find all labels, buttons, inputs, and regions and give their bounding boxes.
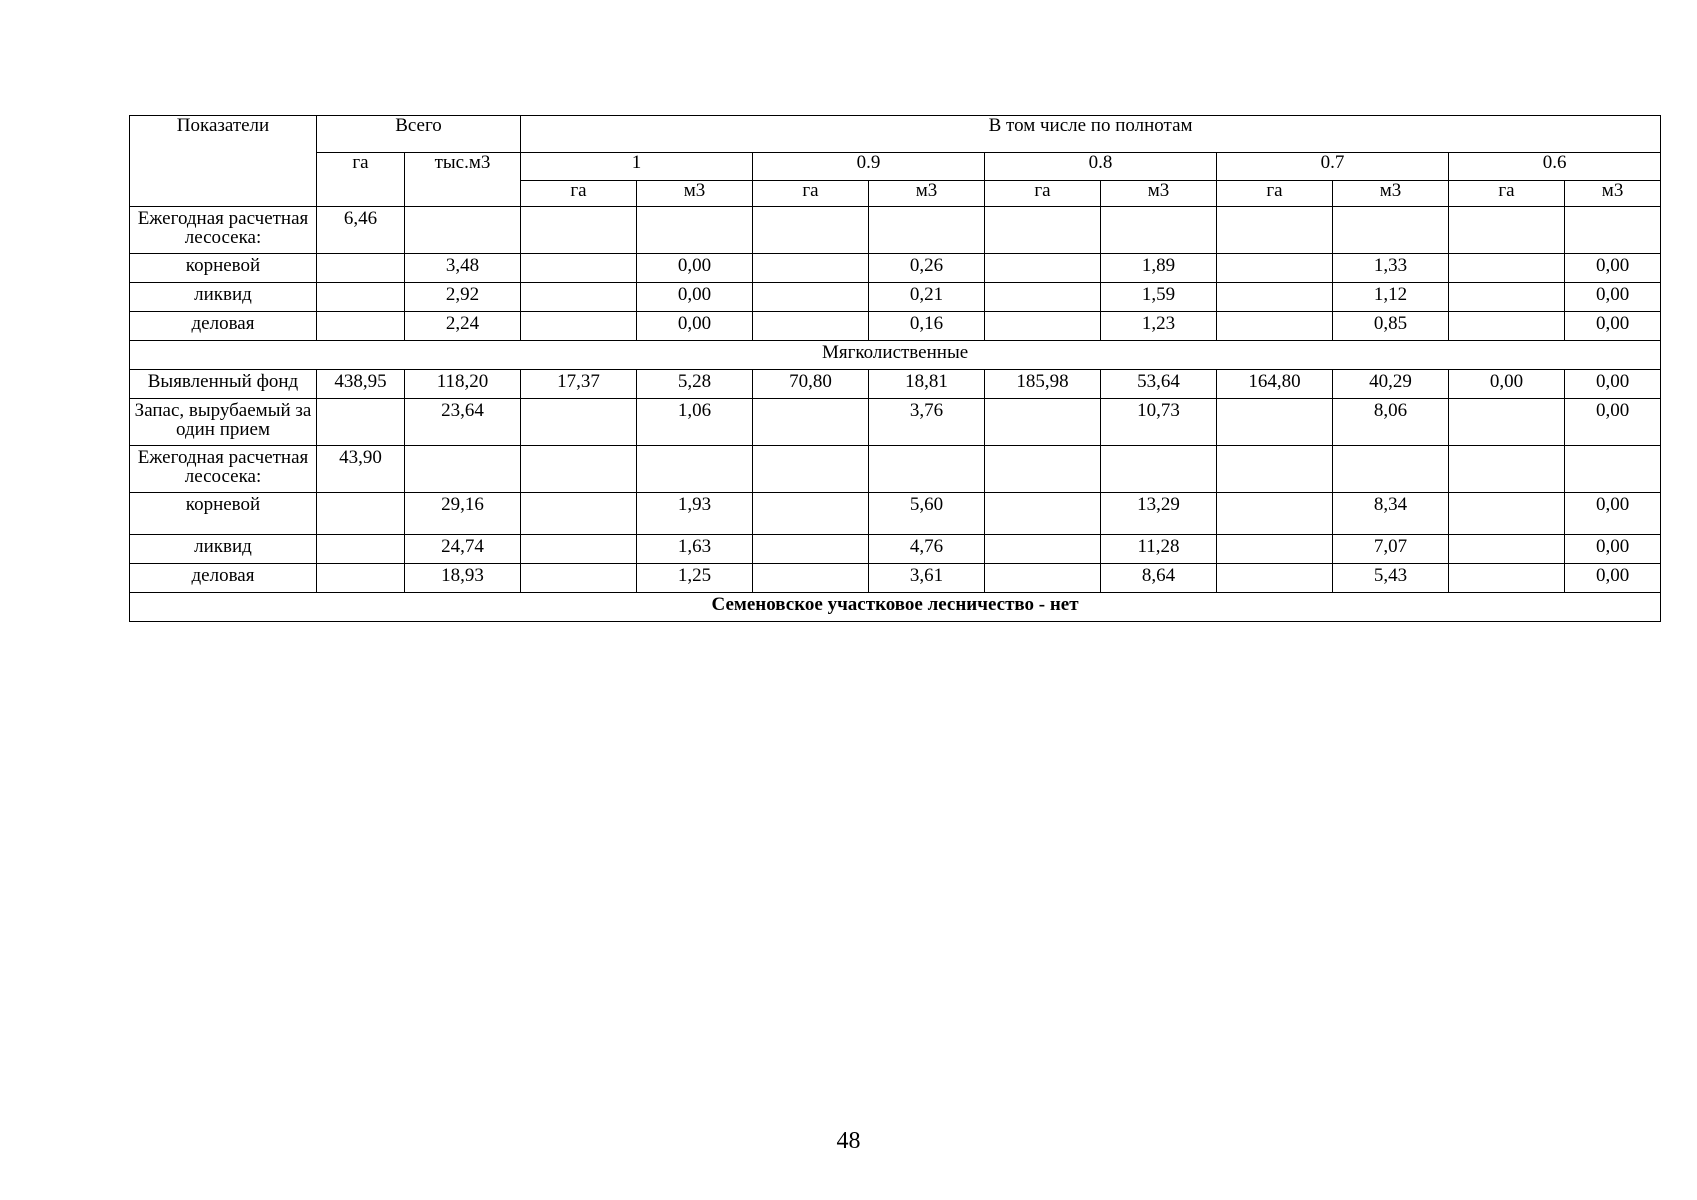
table-cell: 43,90	[317, 446, 405, 493]
table-cell: 13,29	[1101, 493, 1217, 535]
table-cell	[985, 312, 1101, 341]
table-cell: 0,00	[1565, 399, 1661, 446]
table-cell	[985, 564, 1101, 593]
table-cell	[405, 446, 521, 493]
table-cell: 17,37	[521, 370, 637, 399]
header-unit-m3: м3	[869, 181, 985, 207]
table-cell: 0,00	[1565, 254, 1661, 283]
table-cell	[317, 312, 405, 341]
table-cell: 1,63	[637, 535, 753, 564]
table-row	[130, 446, 1661, 493]
table-cell: 0,00	[1565, 535, 1661, 564]
table-cell: 1,23	[1101, 312, 1217, 341]
table-cell	[1449, 207, 1565, 254]
table-cell: 5,43	[1333, 564, 1449, 593]
table-cell: 0,00	[1565, 370, 1661, 399]
table-cell	[753, 312, 869, 341]
row-label: ликвид	[130, 535, 317, 564]
table-cell	[317, 564, 405, 593]
table-cell	[753, 564, 869, 593]
table-cell: 1,06	[637, 399, 753, 446]
table-row	[130, 207, 1661, 254]
header-total: Всего	[317, 116, 521, 153]
header-density-0-9: 0.9	[753, 153, 985, 181]
table-cell: 0,00	[1449, 370, 1565, 399]
table-cell	[637, 446, 753, 493]
table-cell	[985, 283, 1101, 312]
table-cell	[637, 207, 753, 254]
table-cell: 23,64	[405, 399, 521, 446]
table-cell: 0,00	[1565, 283, 1661, 312]
table-cell	[753, 283, 869, 312]
table-cell	[521, 535, 637, 564]
table-cell	[521, 399, 637, 446]
header-indicators: Показатели	[130, 116, 317, 207]
table-cell	[1449, 446, 1565, 493]
table-cell	[1217, 254, 1333, 283]
table-cell: 8,34	[1333, 493, 1449, 535]
table-cell	[317, 535, 405, 564]
table-cell	[1217, 535, 1333, 564]
table-cell: 0,00	[637, 254, 753, 283]
table-cell	[1217, 446, 1333, 493]
table-cell: 3,61	[869, 564, 985, 593]
header-density-1: 1	[521, 153, 753, 181]
table-cell: 1,93	[637, 493, 753, 535]
table-cell: 164,80	[1217, 370, 1333, 399]
header-density-0-6: 0.6	[1449, 153, 1661, 181]
header-row-1	[130, 116, 1661, 153]
table-cell	[985, 399, 1101, 446]
table-cell	[521, 493, 637, 535]
table-cell	[1449, 283, 1565, 312]
table-cell: 0,00	[637, 283, 753, 312]
row-label: корневой	[130, 493, 317, 535]
table-cell: 1,25	[637, 564, 753, 593]
table-cell: 438,95	[317, 370, 405, 399]
table-row	[130, 283, 1661, 312]
table-cell: 24,74	[405, 535, 521, 564]
table-row	[130, 564, 1661, 593]
row-label: Выявленный фонд	[130, 370, 317, 399]
table-cell	[1217, 564, 1333, 593]
section-soft-row	[130, 341, 1661, 370]
table-cell: 8,06	[1333, 399, 1449, 446]
table-cell	[521, 254, 637, 283]
header-total-ha: га	[317, 153, 405, 207]
table-cell: 10,73	[1101, 399, 1217, 446]
table-cell: 1,59	[1101, 283, 1217, 312]
table-cell	[1333, 446, 1449, 493]
table-cell: 0,00	[1565, 312, 1661, 341]
table-cell	[521, 312, 637, 341]
table-cell: 118,20	[405, 370, 521, 399]
table-cell: 70,80	[753, 370, 869, 399]
table-cell	[985, 535, 1101, 564]
table-cell: 0,26	[869, 254, 985, 283]
table-cell	[521, 283, 637, 312]
page-number: 48	[836, 1128, 861, 1154]
table-cell	[1449, 312, 1565, 341]
table-cell	[1449, 399, 1565, 446]
table-cell: 5,28	[637, 370, 753, 399]
table-cell: 0,85	[1333, 312, 1449, 341]
table-cell	[521, 564, 637, 593]
table-cell	[405, 207, 521, 254]
header-unit-ha: га	[521, 181, 637, 207]
table-cell: 3,48	[405, 254, 521, 283]
table-cell: 4,76	[869, 535, 985, 564]
header-unit-ha: га	[1449, 181, 1565, 207]
table-cell	[1217, 493, 1333, 535]
table-cell	[1101, 446, 1217, 493]
table-cell: 7,07	[1333, 535, 1449, 564]
table-cell: 1,12	[1333, 283, 1449, 312]
table-cell	[1449, 564, 1565, 593]
table-cell	[1449, 493, 1565, 535]
table-cell	[753, 254, 869, 283]
table-cell: 0,00	[637, 312, 753, 341]
table-cell	[317, 493, 405, 535]
table-cell: 2,92	[405, 283, 521, 312]
table-row	[130, 254, 1661, 283]
table-cell: 40,29	[1333, 370, 1449, 399]
header-unit-ha: га	[753, 181, 869, 207]
table-row	[130, 493, 1661, 535]
row-label: деловая	[130, 564, 317, 593]
table-cell	[985, 446, 1101, 493]
header-unit-m3: м3	[1565, 181, 1661, 207]
header-including: В том числе по полнотам	[521, 116, 1661, 153]
row-label: Ежегодная расчетная лесосека:	[130, 446, 317, 493]
header-density-0-7: 0.7	[1217, 153, 1449, 181]
table-cell: 18,93	[405, 564, 521, 593]
section-soft-title: Мягколиственные	[130, 341, 1661, 370]
table-cell	[1565, 446, 1661, 493]
row-label: Запас, вырубаемый за один прием	[130, 399, 317, 446]
header-density-0-8: 0.8	[985, 153, 1217, 181]
table-cell: 1,89	[1101, 254, 1217, 283]
header-unit-ha: га	[1217, 181, 1333, 207]
header-total-thous-m3: тыс.м3	[405, 153, 521, 207]
table-cell	[985, 254, 1101, 283]
table-cell	[317, 283, 405, 312]
table-cell	[753, 399, 869, 446]
table-cell	[1217, 312, 1333, 341]
footer-note-row	[130, 593, 1661, 622]
table-cell	[521, 446, 637, 493]
header-unit-m3: м3	[1101, 181, 1217, 207]
table-row	[130, 399, 1661, 446]
table-cell: 0,21	[869, 283, 985, 312]
table-cell: 53,64	[1101, 370, 1217, 399]
table-cell: 0,16	[869, 312, 985, 341]
table-cell	[1217, 207, 1333, 254]
table-cell	[521, 207, 637, 254]
table-cell	[1449, 535, 1565, 564]
table-cell	[1333, 207, 1449, 254]
table-row	[130, 312, 1661, 341]
table-cell	[1565, 207, 1661, 254]
row-label: ликвид	[130, 283, 317, 312]
header-unit-m3: м3	[637, 181, 753, 207]
table-cell	[869, 446, 985, 493]
table-cell	[1217, 399, 1333, 446]
table-cell	[753, 493, 869, 535]
table-cell	[753, 535, 869, 564]
table-cell: 11,28	[1101, 535, 1217, 564]
row-label: деловая	[130, 312, 317, 341]
table-row	[130, 535, 1661, 564]
header-row-2	[130, 153, 1661, 181]
table-row	[130, 370, 1661, 399]
table-cell	[1449, 254, 1565, 283]
row-label: корневой	[130, 254, 317, 283]
table-cell: 8,64	[1101, 564, 1217, 593]
table-cell	[1217, 283, 1333, 312]
table-cell: 18,81	[869, 370, 985, 399]
table-cell: 2,24	[405, 312, 521, 341]
table-cell	[317, 254, 405, 283]
table-cell: 5,60	[869, 493, 985, 535]
row-label: Ежегодная расчетная лесосека:	[130, 207, 317, 254]
header-unit-m3: м3	[1333, 181, 1449, 207]
table-cell: 0,00	[1565, 493, 1661, 535]
table-cell	[1101, 207, 1217, 254]
table-cell: 6,46	[317, 207, 405, 254]
table-cell: 185,98	[985, 370, 1101, 399]
table-cell: 3,76	[869, 399, 985, 446]
table-cell: 0,00	[1565, 564, 1661, 593]
table-cell	[985, 493, 1101, 535]
table-cell: 1,33	[1333, 254, 1449, 283]
header-unit-ha: га	[985, 181, 1101, 207]
forest-stats-table	[129, 115, 1661, 622]
table-cell: 29,16	[405, 493, 521, 535]
table-cell	[869, 207, 985, 254]
table-cell	[753, 446, 869, 493]
table-cell	[753, 207, 869, 254]
footer-note: Семеновское участковое лесничество - нет	[130, 593, 1661, 622]
table-cell	[317, 399, 405, 446]
table-cell	[985, 207, 1101, 254]
